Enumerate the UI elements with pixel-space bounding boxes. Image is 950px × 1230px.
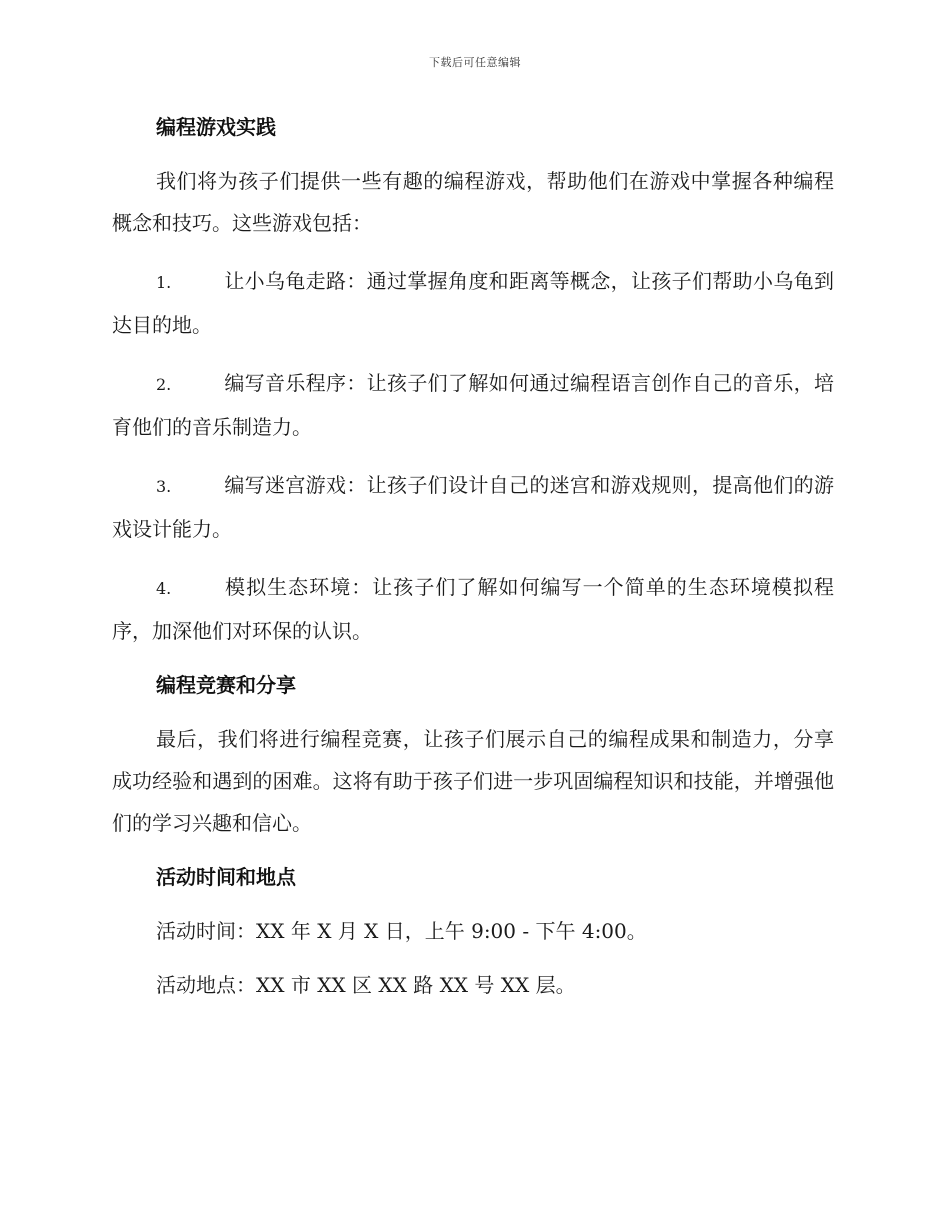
list-number: 3. (156, 477, 172, 496)
list-item (112, 260, 834, 346)
list-item (112, 566, 834, 652)
header-note: 下载后可任意编辑 (429, 56, 521, 69)
section-heading-time-place: 活动时间和地点 (156, 865, 296, 889)
document-body (112, 110, 834, 1018)
list-item-text: 编写音乐程序：让孩子们了解如何通过编程语言创作自己的音乐，培育他们的音乐制造力。 (112, 371, 834, 439)
event-time: 活动时间：XX 年 X 月 X 日，上午 9:00 - 下午 4:00。 (156, 919, 647, 943)
section-heading-competition: 编程竞赛和分享 (156, 673, 296, 697)
list-number: 1. (156, 273, 172, 292)
list-item-text: 让小乌龟走路：通过掌握角度和距离等概念，让孩子们帮助小乌龟到达目的地。 (112, 269, 834, 337)
competition-paragraph: 最后，我们将进行编程竞赛，让孩子们展示自己的编程成果和制造力，分享成功经验和遇到的困难。这将有助于孩子们进一步巩固编程知识和技能，并增强他们的学习兴趣和信心。 (112, 727, 834, 835)
list-item-text: 模拟生态环境：让孩子们了解如何编写一个简单的生态环境模拟程序，加深他们对环保的认识。 (112, 575, 834, 643)
list-number: 2. (156, 375, 172, 394)
list-number: 4. (156, 579, 172, 598)
list-item (112, 464, 834, 550)
list-item-text: 编写迷宫游戏：让孩子们设计自己的迷宫和游戏规则，提高他们的游戏设计能力。 (112, 473, 834, 541)
intro-paragraph: 我们将为孩子们提供一些有趣的编程游戏，帮助他们在游戏中掌握各种编程概念和技巧。这些游戏包括： (112, 169, 834, 235)
section-heading-programming-games: 编程游戏实践 (156, 115, 276, 139)
list-item (112, 362, 834, 448)
event-place: 活动地点：XX 市 XX 区 XX 路 XX 号 XX 层。 (156, 973, 576, 997)
